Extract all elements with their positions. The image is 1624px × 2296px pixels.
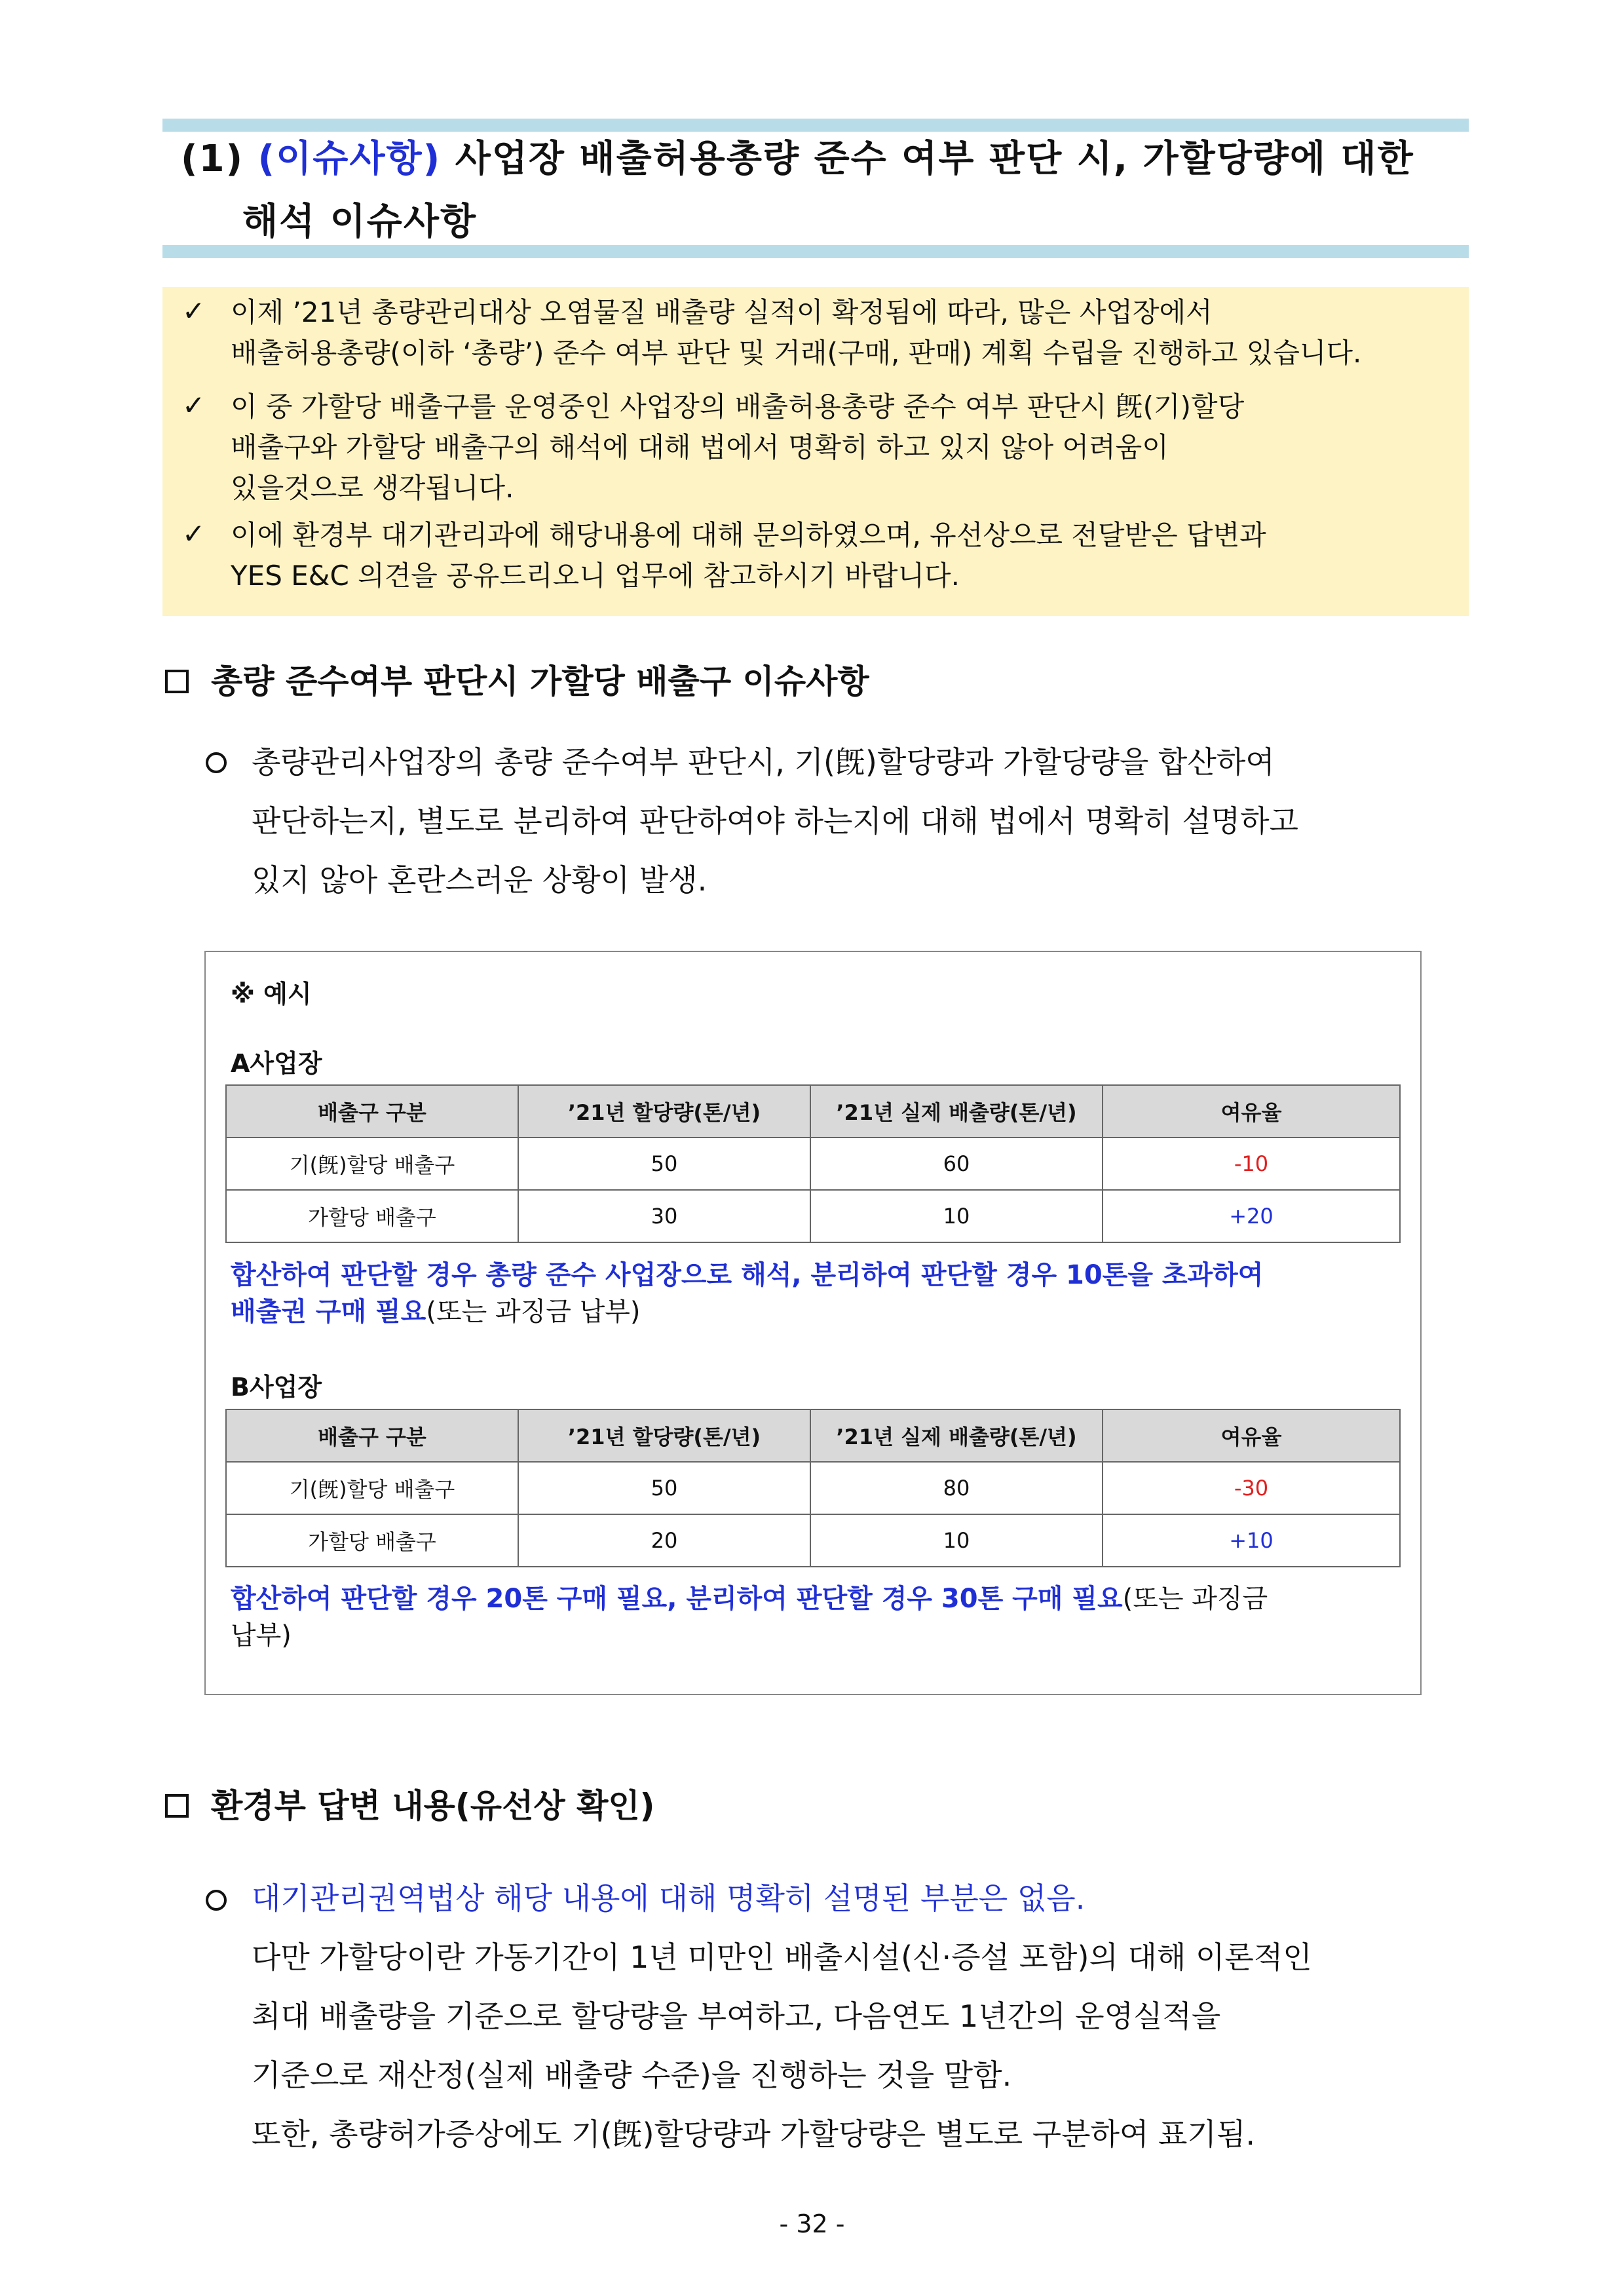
table-cell: 80 xyxy=(810,1462,1103,1514)
check-icon: ✓ xyxy=(182,518,206,550)
table-row xyxy=(226,1190,1400,1242)
issue-line: 총량관리사업장의 총량 준수여부 판단시, 기(旣)할당량과 가할당량을 합산하여 xyxy=(252,744,1275,780)
heading-answer xyxy=(165,1780,655,1827)
title-bottom-bar xyxy=(162,245,1469,258)
note-line: 이에 환경부 대기관리과에 해당내용에 대해 문의하였으며, 유선상으로 전달받은 답변과 xyxy=(231,519,1266,551)
conclusion-bold: 합산하여 판단할 경우 20톤 구매 필요, 분리하여 판단할 경우 30톤 구매 필요 xyxy=(231,1584,1123,1614)
checkbox-square-icon xyxy=(165,1794,189,1818)
table-cell: 30 xyxy=(518,1190,810,1242)
table-cell: 가할당 배출구 xyxy=(226,1190,518,1242)
table-cell: 기(旣)할당 배출구 xyxy=(226,1138,518,1190)
site-b-table xyxy=(225,1409,1401,1567)
answer-line: 다만 가할당이란 가동기간이 1년 미만인 배출시설(신·증설 포함)의 대해 이론적인 xyxy=(252,1940,1312,1975)
note-3 xyxy=(231,515,1453,596)
circle-bullet-icon xyxy=(206,1890,227,1911)
site-a-conclusion xyxy=(231,1257,1373,1330)
header-cell: ’21년 실제 배출량(톤/년) xyxy=(810,1085,1103,1138)
conclusion-plain: (또는 과징금 xyxy=(1122,1584,1268,1614)
table-cell: 60 xyxy=(810,1138,1103,1190)
circle-bullet-icon xyxy=(206,752,227,773)
section-tag: (이슈사항) xyxy=(257,138,442,180)
header-cell: 배출구 구분 xyxy=(226,1409,518,1462)
note-line: 배출허용총량(이하 ‘총량’) 준수 여부 판단 및 거래(구매, 판매) 계획 수립을 진행하고 있습니다. xyxy=(231,337,1362,369)
table-cell: 10 xyxy=(810,1190,1103,1242)
note-1 xyxy=(231,292,1453,373)
header-cell: ’21년 할당량(톤/년) xyxy=(518,1409,810,1462)
heading-issue xyxy=(165,655,869,702)
table-cell: +10 xyxy=(1103,1514,1400,1567)
table-cell: 기(旣)할당 배출구 xyxy=(226,1462,518,1514)
note-2 xyxy=(231,387,1453,508)
heading-issue-text: 총량 준수여부 판단시 가할당 배출구 이슈사항 xyxy=(211,662,869,700)
table-cell: 20 xyxy=(518,1514,810,1567)
header-cell: ’21년 실제 배출량(톤/년) xyxy=(810,1409,1103,1462)
table-cell: -10 xyxy=(1103,1138,1400,1190)
issue-line: 있지 않아 혼란스러운 상황이 발생. xyxy=(252,862,708,898)
issue-text xyxy=(252,733,1466,909)
table-row xyxy=(226,1462,1400,1514)
table-cell: 50 xyxy=(518,1462,810,1514)
section-title-line2: 해석 이슈사항 xyxy=(242,201,478,243)
answer-highlight: 대기관리권역법상 해당 내용에 대해 명확히 설명된 부분은 없음. xyxy=(252,1881,1086,1916)
conclusion-plain: (또는 과징금 납부) xyxy=(426,1297,641,1327)
check-icon: ✓ xyxy=(182,295,206,327)
answer-text xyxy=(252,1869,1466,2164)
table-cell: 10 xyxy=(810,1514,1103,1567)
conclusion-bold: 배출권 구매 필요 xyxy=(231,1297,426,1327)
issue-line: 판단하는지, 별도로 분리하여 판단하여야 하는지에 대해 법에서 명확히 설명하고 xyxy=(252,803,1298,839)
conclusion-line: 합산하여 판단할 경우 총량 준수 사업장으로 해석, 분리하여 판단할 경우 10톤을 초과하여 xyxy=(231,1260,1264,1290)
answer-line: 최대 배출량을 기준으로 할당량을 부여하고, 다음연도 1년간의 운영실적을 xyxy=(252,1999,1221,2034)
table-cell: 50 xyxy=(518,1138,810,1190)
table-header-row xyxy=(226,1409,1400,1462)
table-cell: -30 xyxy=(1103,1462,1400,1514)
table-cell: +20 xyxy=(1103,1190,1400,1242)
answer-line: 기준으로 재산정(실제 배출량 수준)을 진행하는 것을 말함. xyxy=(252,2057,1012,2093)
conclusion-plain: 납부) xyxy=(231,1620,292,1651)
header-cell: ’21년 할당량(톤/년) xyxy=(518,1085,810,1138)
header-cell: 배출구 구분 xyxy=(226,1085,518,1138)
check-icon: ✓ xyxy=(182,389,206,421)
answer-line: 또한, 총량허가증상에도 기(旣)할당량과 가할당량은 별도로 구분하여 표기됨. xyxy=(252,2116,1255,2152)
note-line: 이제 ’21년 총량관리대상 오염물질 배출량 실적이 확정됨에 따라, 많은 사업장에서 xyxy=(231,296,1213,328)
note-line: YES E&C 의견을 공유드리오니 업무에 참고하시기 바랍니다. xyxy=(231,560,960,592)
section-title-line1 xyxy=(181,130,1414,182)
example-label: ※ 예시 xyxy=(231,980,312,1008)
note-line: 있을것으로 생각됩니다. xyxy=(231,472,514,504)
site-b-name: B사업장 xyxy=(231,1373,322,1402)
site-a-table xyxy=(225,1084,1401,1243)
header-cell: 여유율 xyxy=(1103,1085,1400,1138)
note-line: 이 중 가할당 배출구를 운영중인 사업장의 배출허용총량 준수 여부 판단시 旣(기)할당 xyxy=(231,391,1245,423)
site-a-name: A사업장 xyxy=(231,1049,322,1078)
table-header-row xyxy=(226,1085,1400,1138)
heading-answer-text: 환경부 답변 내용(유선상 확인) xyxy=(211,1787,655,1825)
table-row xyxy=(226,1514,1400,1567)
page-number: - 32 - xyxy=(779,2210,845,2238)
table-row xyxy=(226,1138,1400,1190)
section-title-text: 사업장 배출허용총량 준수 여부 판단 시, 가할당량에 대한 xyxy=(455,138,1414,180)
header-cell: 여유율 xyxy=(1103,1409,1400,1462)
site-b-conclusion xyxy=(231,1580,1373,1654)
table-cell: 가할당 배출구 xyxy=(226,1514,518,1567)
checkbox-square-icon xyxy=(165,670,189,693)
section-number: (1) xyxy=(181,138,244,180)
note-line: 배출구와 가할당 배출구의 해석에 대해 법에서 명확히 하고 있지 않아 어려움이 xyxy=(231,431,1169,463)
